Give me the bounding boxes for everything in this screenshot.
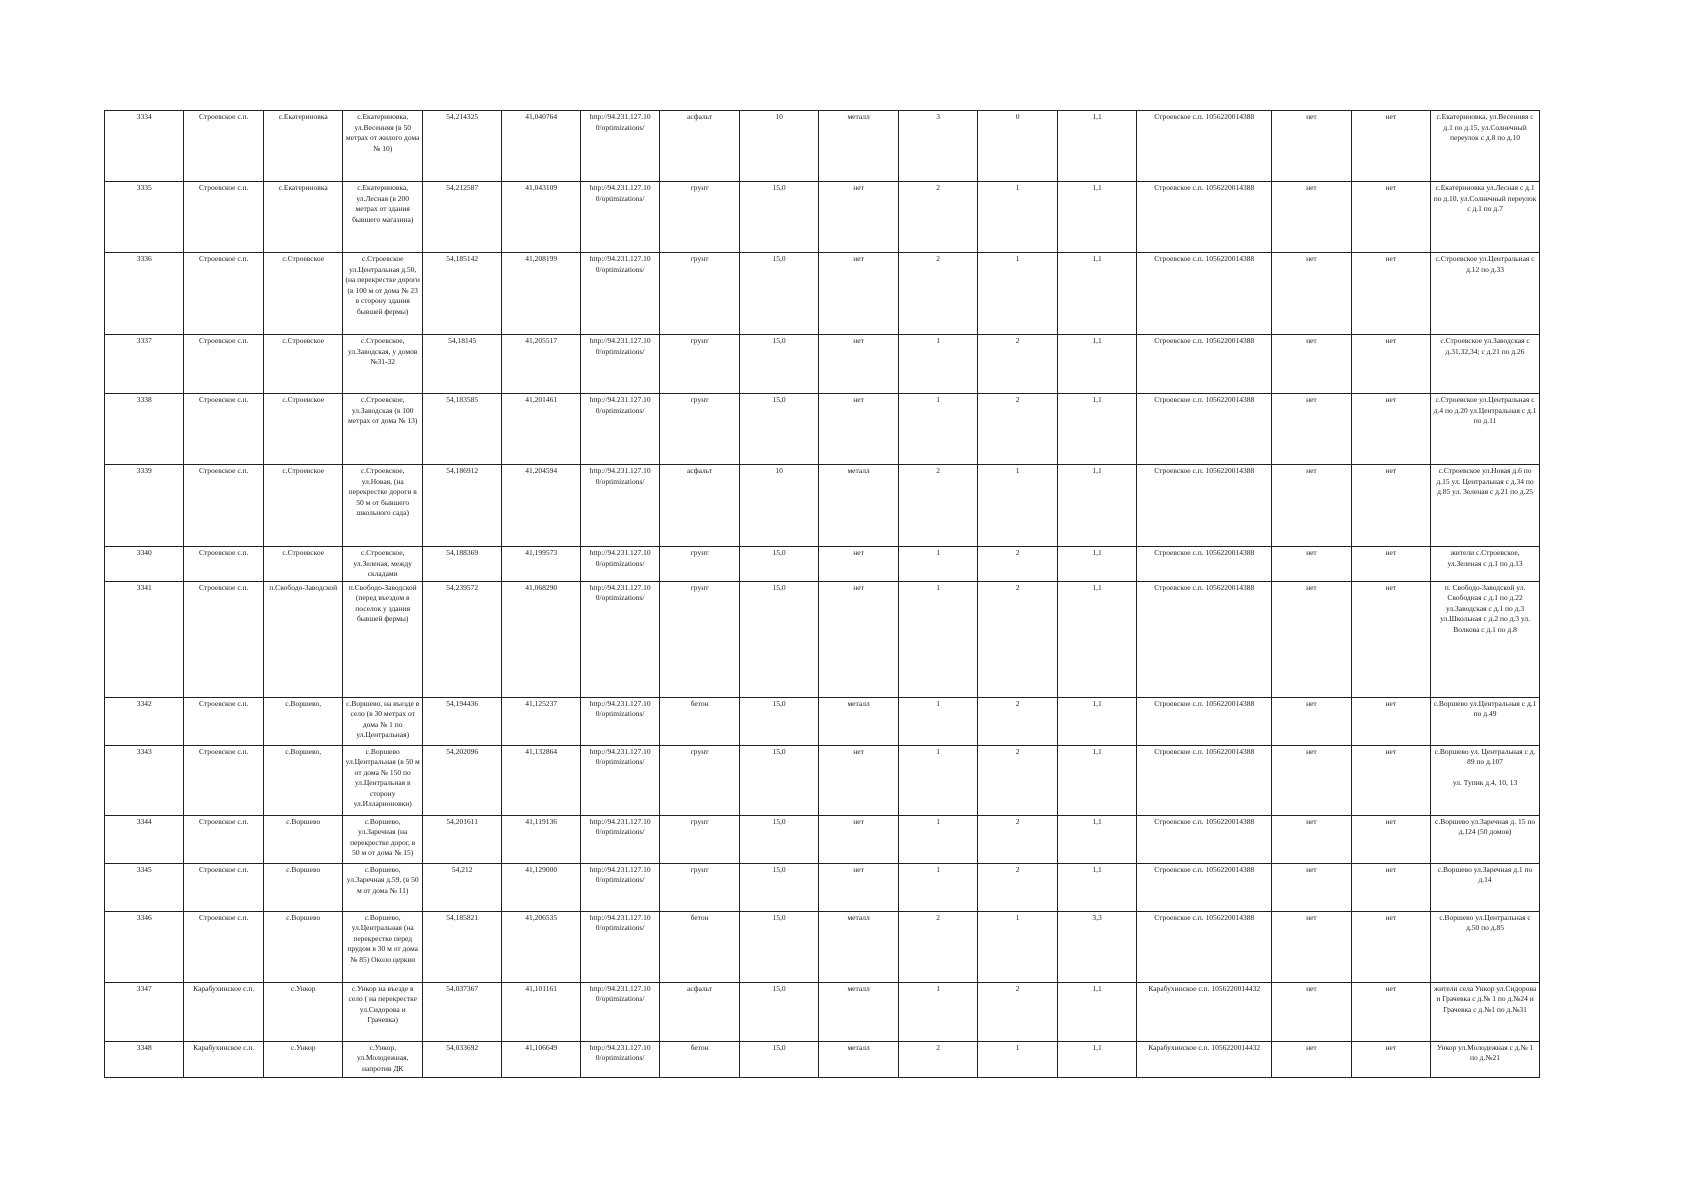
table-cell: 2	[898, 1041, 977, 1077]
table-row	[105, 745, 1540, 815]
table-cell: 1,1	[1057, 982, 1136, 1041]
table-cell: 41,043109	[502, 182, 580, 253]
table-cell: нет	[1272, 982, 1351, 1041]
table-cell: с.Воршево ул.Заречная д. 15 по д.124 (50 домов)	[1431, 815, 1540, 863]
table-cell: с.Воршево, ул.Заречная д.59, (в 50 м от дома № 11)	[343, 863, 422, 911]
table-cell: Строевское с.п.	[184, 697, 263, 745]
table-cell: 3335	[105, 182, 184, 253]
table-cell: нет	[1272, 111, 1351, 182]
table-cell: http://94.231.127.10 0/optimizations/	[580, 465, 659, 547]
table-cell: 54,212587	[422, 182, 501, 253]
table-cell: нет	[819, 745, 898, 815]
table-cell: 41,106649	[502, 1041, 580, 1077]
table-cell: с.Воршево,	[263, 745, 342, 815]
table-row	[105, 465, 1540, 547]
table-cell: 15,0	[739, 982, 818, 1041]
table-cell: 1,1	[1057, 111, 1136, 182]
table-cell: 3341	[105, 581, 184, 697]
table-cell: нет	[1351, 111, 1430, 182]
table-cell: 1,1	[1057, 815, 1136, 863]
table-cell: http://94.231.127.10 0/optimizations/	[580, 253, 659, 335]
table-cell: нет	[1351, 982, 1430, 1041]
table-cell: грунт	[660, 745, 739, 815]
table-cell: Строевское с.п. 1056220014388	[1137, 182, 1272, 253]
table-cell: 1	[898, 745, 977, 815]
table-cell: нет	[1351, 253, 1430, 335]
table-cell: 41,204594	[502, 465, 580, 547]
table-cell: нет	[1272, 182, 1351, 253]
table-cell: 3334	[105, 111, 184, 182]
table-cell: Карабухинское с.п. 1056220014432	[1137, 982, 1272, 1041]
table-cell: 15,0	[739, 815, 818, 863]
table-cell: 15,0	[739, 394, 818, 465]
table-cell: 41,208199	[502, 253, 580, 335]
table-cell: Карабухинское с.п. 1056220014432	[1137, 1041, 1272, 1077]
table-cell: 1	[978, 253, 1057, 335]
table-cell: Строевское с.п. 1056220014388	[1137, 111, 1272, 182]
table-cell: нет	[1272, 863, 1351, 911]
table-cell: нет	[819, 815, 898, 863]
table-cell: 54,037367	[422, 982, 501, 1041]
table-cell: с.Екатериновка	[263, 182, 342, 253]
table-cell: нет	[1351, 182, 1430, 253]
table-cell: 10	[739, 111, 818, 182]
table-cell: 3338	[105, 394, 184, 465]
table-cell: 54,214325	[422, 111, 501, 182]
table-cell: грунт	[660, 253, 739, 335]
table-cell: 54,18145	[422, 335, 501, 394]
table-cell: 10	[739, 465, 818, 547]
table-row	[105, 335, 1540, 394]
table-cell: грунт	[660, 863, 739, 911]
table-cell: 54,185142	[422, 253, 501, 335]
table-cell: нет	[819, 394, 898, 465]
table-cell: с.Строевское ул.Центральная д.50, (на перекрестке дороги (в 100 м от дома № 23 в сторону здания бывшей фермы)	[343, 253, 422, 335]
table-cell: 15,0	[739, 335, 818, 394]
table-cell: нет	[1272, 335, 1351, 394]
table-cell: 1,1	[1057, 335, 1136, 394]
table-cell: 2	[978, 863, 1057, 911]
table-row	[105, 1041, 1540, 1077]
table-cell: 1	[898, 697, 977, 745]
table-cell: 15,0	[739, 547, 818, 582]
table-cell: http://94.231.127.10 0/optimizations/	[580, 1041, 659, 1077]
table-cell: Строевское с.п. 1056220014388	[1137, 547, 1272, 582]
table-cell: Строевское с.п.	[184, 911, 263, 982]
table-row	[105, 911, 1540, 982]
table-cell: 2	[898, 182, 977, 253]
table-cell: с.Строевское	[263, 547, 342, 582]
table-cell: с.Строевское ул.Заводская с д.31,32,34; с д.21 по д.26	[1431, 335, 1540, 394]
table-cell: 1,1	[1057, 745, 1136, 815]
table-cell: нет	[1351, 911, 1430, 982]
table-cell: нет	[819, 581, 898, 697]
table-cell: Строевское с.п. 1056220014388	[1137, 863, 1272, 911]
table-cell: 2	[978, 394, 1057, 465]
table-row	[105, 253, 1540, 335]
table-cell: http://94.231.127.10 0/optimizations/	[580, 581, 659, 697]
table-cell: 1	[898, 335, 977, 394]
table-cell: 41,129000	[502, 863, 580, 911]
table-cell: 2	[978, 547, 1057, 582]
table-cell: бетон	[660, 911, 739, 982]
table-cell: 15,0	[739, 182, 818, 253]
table-cell: 1,1	[1057, 547, 1136, 582]
table-row	[105, 547, 1540, 582]
table-cell: Строевское с.п. 1056220014388	[1137, 465, 1272, 547]
table-cell: с.Екатериновка	[263, 111, 342, 182]
table-cell: грунт	[660, 815, 739, 863]
table-cell: 3339	[105, 465, 184, 547]
table-cell: металл	[819, 911, 898, 982]
table-cell: 41,206535	[502, 911, 580, 982]
table-cell: с.Ункор на въезде в село ( на перекрестке ул.Сидорова и Грачевка)	[343, 982, 422, 1041]
table-cell: с.Воршево ул. Центральная с д. 89 по д.107 ул. Тупик д.4, 10, 13	[1431, 745, 1540, 815]
table-cell: грунт	[660, 182, 739, 253]
table-cell: с.Ункор	[263, 1041, 342, 1077]
table-cell: http://94.231.127.10 0/optimizations/	[580, 547, 659, 582]
table-cell: нет	[1351, 465, 1430, 547]
table-cell: 1	[978, 1041, 1057, 1077]
table-cell: http://94.231.127.10 0/optimizations/	[580, 394, 659, 465]
table-cell: Ункор ул.Молодежная с д.№ 1 по д.№21	[1431, 1041, 1540, 1077]
table-cell: Строевское с.п.	[184, 394, 263, 465]
table-cell: нет	[819, 863, 898, 911]
table-cell: Строевское с.п.	[184, 182, 263, 253]
table-cell: Строевское с.п. 1056220014388	[1137, 697, 1272, 745]
table-cell: с.Воршево ул.Центральная с д.1 по д.49	[1431, 697, 1540, 745]
table-cell: 2	[898, 253, 977, 335]
table-cell: 3346	[105, 911, 184, 982]
table-cell: с.Екатериновка, ул.Лесная (в 200 метрах от здания бывшего магазина)	[343, 182, 422, 253]
table-cell: 2	[898, 911, 977, 982]
table-cell: с.Воршево, ул.Центральная (на перекрестке перед прудом в 30 м от дома № 85) Около церкви	[343, 911, 422, 982]
table-cell: нет	[1351, 815, 1430, 863]
table-cell: Строевское с.п. 1056220014388	[1137, 911, 1272, 982]
table-cell: 3348	[105, 1041, 184, 1077]
table-cell: http://94.231.127.10 0/optimizations/	[580, 863, 659, 911]
table-cell: 54,202096	[422, 745, 501, 815]
table-cell: 1,1	[1057, 394, 1136, 465]
table-cell: асфальт	[660, 111, 739, 182]
table-cell: 0	[978, 111, 1057, 182]
table-cell: с.Строевское, ул.Зеленая, между складами	[343, 547, 422, 582]
table-cell: 1	[978, 911, 1057, 982]
table-cell: 41,201461	[502, 394, 580, 465]
table-cell: металл	[819, 465, 898, 547]
table-cell: 54,201611	[422, 815, 501, 863]
table-cell: грунт	[660, 335, 739, 394]
table-cell: 1	[898, 863, 977, 911]
table-row	[105, 982, 1540, 1041]
table-cell: 41,101161	[502, 982, 580, 1041]
table-cell: 2	[978, 335, 1057, 394]
table-cell: http://94.231.127.10 0/optimizations/	[580, 182, 659, 253]
table-cell: 3,3	[1057, 911, 1136, 982]
table-cell: бетон	[660, 1041, 739, 1077]
table-cell: п.Свободо-Заводской (перед въездом в поселок у здания бывшей фермы)	[343, 581, 422, 697]
table-cell: жители с.Строевское, ул.Зеленая с д.1 по д.13	[1431, 547, 1540, 582]
table-cell: нет	[1272, 465, 1351, 547]
table-cell: нет	[1272, 1041, 1351, 1077]
table-cell: 15,0	[739, 253, 818, 335]
table-cell: 1	[978, 465, 1057, 547]
table-cell: с.Ункор	[263, 982, 342, 1041]
table-cell: 2	[978, 581, 1057, 697]
table-cell: с.Воршево	[263, 863, 342, 911]
table-row	[105, 394, 1540, 465]
table-row	[105, 111, 1540, 182]
table-cell: 1,1	[1057, 465, 1136, 547]
table-cell: 1,1	[1057, 863, 1136, 911]
table-cell: 41,068290	[502, 581, 580, 697]
table-cell: нет	[819, 182, 898, 253]
table-cell: с.Воршево ул.Центральная (в 50 м от дома № 150 по ул.Центральная в сторону ул.Илларионовки)	[343, 745, 422, 815]
table-cell: 1	[898, 547, 977, 582]
table-cell: 15,0	[739, 581, 818, 697]
table-cell: п.Свободо-Заводской	[263, 581, 342, 697]
table-cell: 1	[898, 815, 977, 863]
table-cell: нет	[819, 335, 898, 394]
table-cell: с.Воршево	[263, 911, 342, 982]
table-cell: с.Строевское, ул.Заводская (в 100 метрах от дома № 13)	[343, 394, 422, 465]
table-cell: Строевское с.п.	[184, 863, 263, 911]
table-cell: с.Ункор, ул.Молодежная, напротив ДК	[343, 1041, 422, 1077]
table-cell: 1,1	[1057, 253, 1136, 335]
table-cell: с.Строевское	[263, 253, 342, 335]
table-cell: нет	[1351, 697, 1430, 745]
table-cell: 15,0	[739, 863, 818, 911]
table-cell: 1	[898, 982, 977, 1041]
table-cell: Строевское с.п.	[184, 111, 263, 182]
table-cell: 1,1	[1057, 1041, 1136, 1077]
table-row	[105, 815, 1540, 863]
table-cell: жители села Ункор ул.Сидорова и Грачевка с д.№ 1 по д.№24 и Грачевка с д.№1 по д.№31	[1431, 982, 1540, 1041]
table-cell: 15,0	[739, 697, 818, 745]
table-cell: нет	[1351, 581, 1430, 697]
table-cell: п. Свободо-Заводской ул. Свободная с д.1 по д.22 ул.Заводская с д.1 по д.3 ул.Школьная с д.2 по д.3 ул. Волкова с д.1 по д.8	[1431, 581, 1540, 697]
table-cell: 41,205517	[502, 335, 580, 394]
table-cell: с.Воршево,	[263, 697, 342, 745]
table-cell: грунт	[660, 547, 739, 582]
table-cell: нет	[1351, 745, 1430, 815]
table-cell: с.Екатериновка, ул.Весенняя (в 50 метрах от жилого дома № 10)	[343, 111, 422, 182]
table-cell: с.Воршево	[263, 815, 342, 863]
table-cell: нет	[1272, 253, 1351, 335]
table-cell: с.Строевское	[263, 465, 342, 547]
table-cell: нет	[1351, 335, 1430, 394]
table-cell: с.Воршево ул.Заречная д.1 по д.14	[1431, 863, 1540, 911]
table-cell: 41,040764	[502, 111, 580, 182]
table-cell: 54,212	[422, 863, 501, 911]
table-cell: металл	[819, 1041, 898, 1077]
table-cell: 54,185821	[422, 911, 501, 982]
table-cell: 15,0	[739, 1041, 818, 1077]
table-cell: нет	[1351, 547, 1430, 582]
table-cell: Строевское с.п. 1056220014388	[1137, 815, 1272, 863]
table-cell: 15,0	[739, 911, 818, 982]
table-cell: с.Строевское ул.Новая д.6 по д.15 ул. Центральная с д.34 по д.85 ул. Зеленая с д.21 по д.25	[1431, 465, 1540, 547]
table-cell: с.Строевское	[263, 335, 342, 394]
table-cell: с.Строевское ул.Центральная с д.4 по д.20 ул.Центральная с д.1 по д.11	[1431, 394, 1540, 465]
table-cell: 54,033692	[422, 1041, 501, 1077]
table-cell: 3340	[105, 547, 184, 582]
table-cell: Строевское с.п.	[184, 547, 263, 582]
data-table	[104, 110, 1540, 1078]
table-cell: металл	[819, 697, 898, 745]
table-cell: 1	[898, 581, 977, 697]
table-cell: 3336	[105, 253, 184, 335]
table-cell: 15,0	[739, 745, 818, 815]
table-cell: бетон	[660, 697, 739, 745]
table-cell: 1,1	[1057, 697, 1136, 745]
table-cell: с.Строевское	[263, 394, 342, 465]
table-cell: http://94.231.127.10 0/optimizations/	[580, 335, 659, 394]
table-cell: 2	[978, 697, 1057, 745]
table-cell: 54,194436	[422, 697, 501, 745]
table-cell: Карабухинское с.п.	[184, 1041, 263, 1077]
table-cell: 3342	[105, 697, 184, 745]
table-cell: 2	[978, 982, 1057, 1041]
table-cell: http://94.231.127.10 0/optimizations/	[580, 745, 659, 815]
table-cell: 41,132864	[502, 745, 580, 815]
table-cell: 3345	[105, 863, 184, 911]
table-cell: грунт	[660, 394, 739, 465]
table-cell: металл	[819, 111, 898, 182]
table-cell: http://94.231.127.10 0/optimizations/	[580, 982, 659, 1041]
table-cell: 41,125237	[502, 697, 580, 745]
table-cell: Строевское с.п.	[184, 745, 263, 815]
table-cell: с.Строевское, ул.Заводская, у домов №31-32	[343, 335, 422, 394]
table-cell: нет	[1272, 581, 1351, 697]
table-cell: 3347	[105, 982, 184, 1041]
table-cell: нет	[1272, 745, 1351, 815]
table-cell: 3344	[105, 815, 184, 863]
table-cell: 1	[898, 394, 977, 465]
table-cell: Строевское с.п. 1056220014388	[1137, 394, 1272, 465]
table-cell: нет	[819, 547, 898, 582]
table-cell: 2	[978, 815, 1057, 863]
table-cell: http://94.231.127.10 0/optimizations/	[580, 111, 659, 182]
table-cell: с.Екатериновка, ул.Весенняя с д.1 по д.15, ул.Солнечный переулок с д.8 по д.10	[1431, 111, 1540, 182]
table-cell: http://94.231.127.10 0/optimizations/	[580, 697, 659, 745]
table-cell: нет	[1351, 394, 1430, 465]
table-cell: асфальт	[660, 465, 739, 547]
table-cell: 41,199573	[502, 547, 580, 582]
table-cell: http://94.231.127.10 0/optimizations/	[580, 815, 659, 863]
table-cell: Строевское с.п. 1056220014388	[1137, 335, 1272, 394]
table-cell: Строевское с.п.	[184, 465, 263, 547]
table-cell: Карабухинское с.п.	[184, 982, 263, 1041]
table-cell: 1,1	[1057, 182, 1136, 253]
table-row	[105, 581, 1540, 697]
table-row	[105, 182, 1540, 253]
table-cell: 54,188369	[422, 547, 501, 582]
table-cell: Строевское с.п. 1056220014388	[1137, 253, 1272, 335]
table-cell: 41,119136	[502, 815, 580, 863]
table-cell: 1	[978, 182, 1057, 253]
table-cell: с.Воршево, ул.Заречная (на перекрестке дорог, в 50 м от дома № 15)	[343, 815, 422, 863]
table-cell: нет	[1351, 1041, 1430, 1077]
table-cell: металл	[819, 982, 898, 1041]
table-cell: нет	[1272, 394, 1351, 465]
table-cell: нет	[819, 253, 898, 335]
table-cell: 2	[898, 465, 977, 547]
table-cell: Строевское с.п.	[184, 815, 263, 863]
table-cell: Строевское с.п. 1056220014388	[1137, 581, 1272, 697]
table-cell: 3	[898, 111, 977, 182]
table-cell: 3343	[105, 745, 184, 815]
table-cell: Строевское с.п. 1056220014388	[1137, 745, 1272, 815]
table-cell: асфальт	[660, 982, 739, 1041]
table-cell: http://94.231.127.10 0/optimizations/	[580, 911, 659, 982]
table-cell: 3337	[105, 335, 184, 394]
table-cell: с.Екатериновка ул.Лесная с д.1 по д.10, ул.Солнечный переулок с д.1 по д.7	[1431, 182, 1540, 253]
table-cell: 54,239572	[422, 581, 501, 697]
table-cell: 2	[978, 745, 1057, 815]
table-body	[105, 111, 1540, 1078]
table-cell: с.Строевское ул.Центральная с д.12 по д.33	[1431, 253, 1540, 335]
table-row	[105, 863, 1540, 911]
table-cell: нет	[1272, 911, 1351, 982]
table-cell: грунт	[660, 581, 739, 697]
table-cell: Строевское с.п.	[184, 581, 263, 697]
table-row	[105, 697, 1540, 745]
table-cell: Строевское с.п.	[184, 253, 263, 335]
table-cell: с.Строевское, ул.Новая, (на перекрестке дороги в 50 м от бывшего школьного сада)	[343, 465, 422, 547]
table-cell: 1,1	[1057, 581, 1136, 697]
table-cell: нет	[1272, 547, 1351, 582]
table-cell: нет	[1272, 697, 1351, 745]
table-cell: с.Воршево ул.Центральная с д.50 по д.85	[1431, 911, 1540, 982]
table-cell: Строевское с.п.	[184, 335, 263, 394]
table-cell: 54,183585	[422, 394, 501, 465]
table-cell: нет	[1272, 815, 1351, 863]
table-cell: нет	[1351, 863, 1430, 911]
table-cell: с.Воршево, на въезде в село (в 30 метрах от дома № 1 по ул.Центральная)	[343, 697, 422, 745]
table-cell: 54,186912	[422, 465, 501, 547]
